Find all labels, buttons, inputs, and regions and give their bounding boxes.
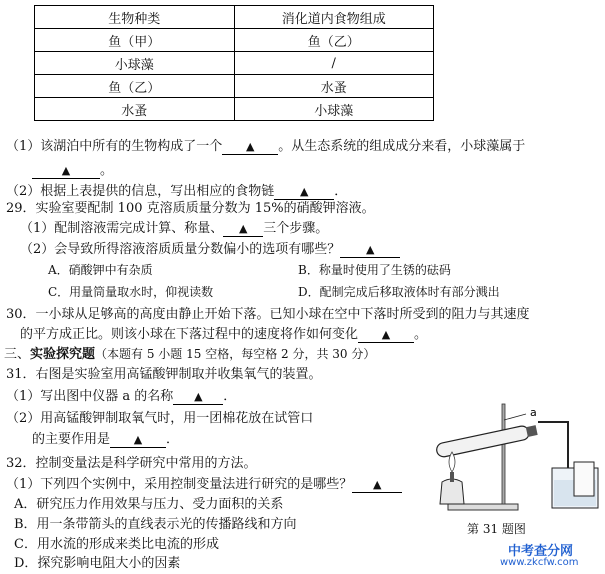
collecting-bottle [574,462,594,496]
test-tube [435,423,538,458]
q28-part2-text: （2）根据上表提供的信息，写出相应的食物链 [6,184,275,199]
q29-option-d: D．配制完成后移取液体时有部分溅出 [298,285,500,299]
blank-mark: ▲ [239,222,248,235]
lamp-wick [450,472,454,482]
blank-mark: ▲ [373,478,382,491]
q31-part2: （2）用高锰酸钾制取氧气时，用一团棉花放在试管口 [6,411,314,426]
punctuation: ． [334,184,348,199]
table-cell: 小球藻 [35,52,235,75]
answer-blank[interactable] [352,478,402,493]
q32-option-c: C．用水流的形成来类比电流的形成 [14,537,219,552]
q32-stem: 32．控制变量法是科学研究中常用的方法。 [6,456,257,471]
q29-stem: 29．实验室要配制 100 克溶质质量分数为 15%的硝酸钾溶液。 [6,201,375,216]
q28-part2 [6,183,347,200]
blank-mark: ▲ [246,140,255,153]
answer-blank[interactable] [32,164,100,179]
punctuation: ． [223,389,237,404]
blank-mark: ▲ [366,243,375,256]
section-title: 实验探究题 [30,347,96,362]
apparatus-figure [430,400,602,518]
q30-line2-text: 的平方成正比。则该小球在下落过程中的速度将作如何变化 [20,327,359,342]
q28-part1-continued [32,162,113,179]
q31-stem: 31．右图是实验室用高锰酸钾制取并收集氧气的装置。 [6,367,322,382]
q32-option-d: D．探究影响电阻大小的因素 [14,556,181,571]
table-cell: 鱼（乙） [234,29,434,52]
section-number: 三、 [4,347,31,362]
blank-mark: ▲ [194,390,203,403]
q31-part1 [6,388,236,405]
table-row [35,98,434,121]
answer-blank[interactable] [173,390,223,405]
table-cell: 鱼（甲） [35,29,235,52]
stand-base [448,504,518,510]
blank-mark: ▲ [133,433,143,446]
q28-part1 [6,138,525,155]
q30-line1: 30．一小球从足够高的高度由静止开始下落。已知小球在空中下落时所受到的阻力与其速度 [6,307,530,322]
answer-blank[interactable] [223,222,263,237]
q29-part1 [20,220,328,237]
answer-blank[interactable] [340,243,400,258]
blank-mark: ▲ [381,328,391,341]
q29-option-c: C．用量筒量取水时，仰视读数 [48,285,214,299]
table-row [35,52,434,75]
q28-part1-tail: 。从生态系统的组成成分来看，小球藻属于 [278,139,526,154]
figure-caption: 第 31 题图 [467,522,526,536]
table-row [35,75,434,98]
answer-blank[interactable] [222,140,278,155]
q29-part2-text: （2）会导致所得溶液溶质质量分数偏小的选项有哪些？ [20,242,341,257]
q29-option-b: B．称量时使用了生锈的砝码 [298,263,451,277]
q31-part1-text: （1）写出图中仪器 a 的名称 [6,389,174,404]
label-a: a [530,406,537,419]
punctuation: ． [166,432,180,447]
food-composition-table [34,5,434,121]
q32-part1-text: （1）下列四个实例中，采用控制变量法进行研究的是哪些？ [6,477,353,492]
section-heading [4,346,375,363]
table-row [35,29,434,52]
blank-mark: ▲ [61,164,71,177]
q31-part2-continued [32,431,179,448]
section-note: （本题有 5 小题 15 空格，每空格 2 分，共 30 分） [95,347,376,361]
alcohol-lamp [440,479,464,504]
q32-option-a: A．研究压力作用效果与压力、受力面积的关系 [14,497,284,512]
q30-line2 [20,326,427,343]
table-header-row [35,6,434,29]
punctuation: 。 [414,327,428,342]
table-cell: 水蚤 [35,98,235,121]
punctuation: 。 [100,163,114,178]
q29-part1-text: （1）配制溶液需完成计算、称量、 [20,221,224,236]
table-cell: / [234,52,434,75]
table-cell: 小球藻 [234,98,434,121]
table-header-cell: 消化道内食物组成 [234,6,434,29]
q29-part1-tail: 三个步骤。 [263,221,329,236]
watermark-url: www.zkcfw.com [500,557,579,568]
watermark-title: 中考查分网 [508,544,574,559]
stand-rod [502,404,505,504]
q29-part2 [20,241,400,258]
q32-part1 [6,476,402,493]
table-header-cell: 生物种类 [35,6,235,29]
table-cell: 水蚤 [234,75,434,98]
q32-option-b: B．用一条带箭头的直线表示光的传播路线和方向 [14,517,297,532]
table-cell: 鱼（乙） [35,75,235,98]
answer-blank[interactable] [358,328,414,343]
blank-mark: ▲ [300,185,309,198]
answer-blank[interactable] [110,433,166,448]
answer-blank[interactable] [274,185,334,200]
label-pointer [504,414,526,420]
q28-part1-text: （1）该湖泊中所有的生物构成了一个 [6,139,223,154]
q29-option-a: A．硝酸钾中有杂质 [48,263,153,277]
q31-part2b-text: 的主要作用是 [32,432,111,447]
